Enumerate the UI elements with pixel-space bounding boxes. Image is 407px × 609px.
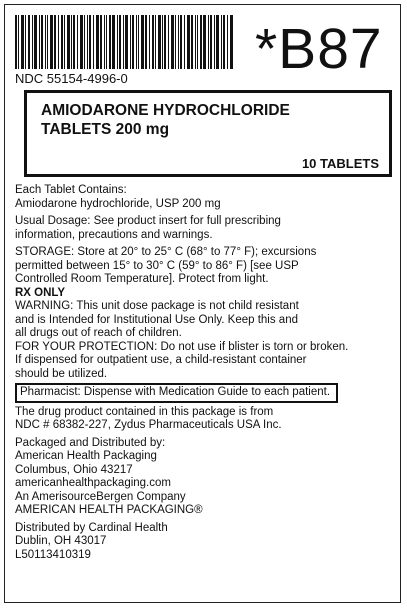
distributor-line: Distributed by Cardinal Health — [15, 521, 168, 534]
dosage-line: information, precautions and warnings. — [15, 228, 213, 241]
drug-label — [4, 4, 401, 603]
storage-line: permitted between 15° to 30° C (59° to 86° F) [see USP — [15, 259, 299, 272]
warning-line: WARNING: This unit dose package is not child resistant — [15, 300, 299, 312]
packager-line: An AmerisourceBergen Company — [15, 490, 186, 503]
product-name-line2: TABLETS 200 mg — [41, 121, 170, 138]
tablet-count: 10 TABLETS — [301, 156, 379, 171]
packager-line: Packaged and Distributed by: — [15, 436, 166, 449]
storage-line: Controlled Room Temperature]. Protect from light. — [15, 273, 269, 285]
pharmacist-notice: Pharmacist: Dispense with Medication Guide to each patient. — [15, 383, 338, 403]
barcode-image — [15, 15, 233, 69]
contents-heading: Each Tablet Contains: — [15, 184, 127, 196]
protection-line: If dispensed for outpatient use, a child-resistant container — [15, 354, 307, 366]
packager-line: Columbus, Ohio 43217 — [15, 463, 133, 476]
source-line: The drug product contained in this package is from — [15, 405, 274, 418]
packager-line: American Health Packaging — [15, 450, 157, 462]
product-name-line1: AMIODARONE HYDROCHLORIDE — [41, 102, 290, 119]
lot-code: L50113410319 — [15, 548, 91, 561]
product-title-box — [24, 90, 392, 177]
ndc-number: NDC 55154-4996-0 — [15, 71, 128, 86]
label-code: *B87 — [255, 17, 383, 81]
packager-line: AMERICAN HEALTH PACKAGING® — [15, 504, 203, 516]
rx-only: RX ONLY — [15, 286, 66, 299]
protection-line: should be utilized. — [15, 367, 108, 380]
packager-website: americanhealthpackaging.com — [15, 477, 171, 489]
protection-line: FOR YOUR PROTECTION: Do not use if blister is torn or broken. — [15, 340, 349, 353]
warning-line: all drugs out of reach of children. — [15, 327, 182, 339]
storage-line: STORAGE: Store at 20° to 25° C (68° to 77° F); excursions — [15, 246, 317, 258]
contents-text: Amiodarone hydrochloride, USP 200 mg — [15, 197, 221, 210]
dosage-line: Usual Dosage: See product insert for full prescribing — [15, 215, 281, 227]
source-line: NDC # 68382-227, Zydus Pharmaceuticals USA Inc. — [15, 419, 282, 431]
label-body — [15, 184, 403, 562]
warning-line: and is Intended for Institutional Use Only. Keep this and — [15, 313, 298, 326]
distributor-line: Dublin, OH 43017 — [15, 535, 107, 547]
